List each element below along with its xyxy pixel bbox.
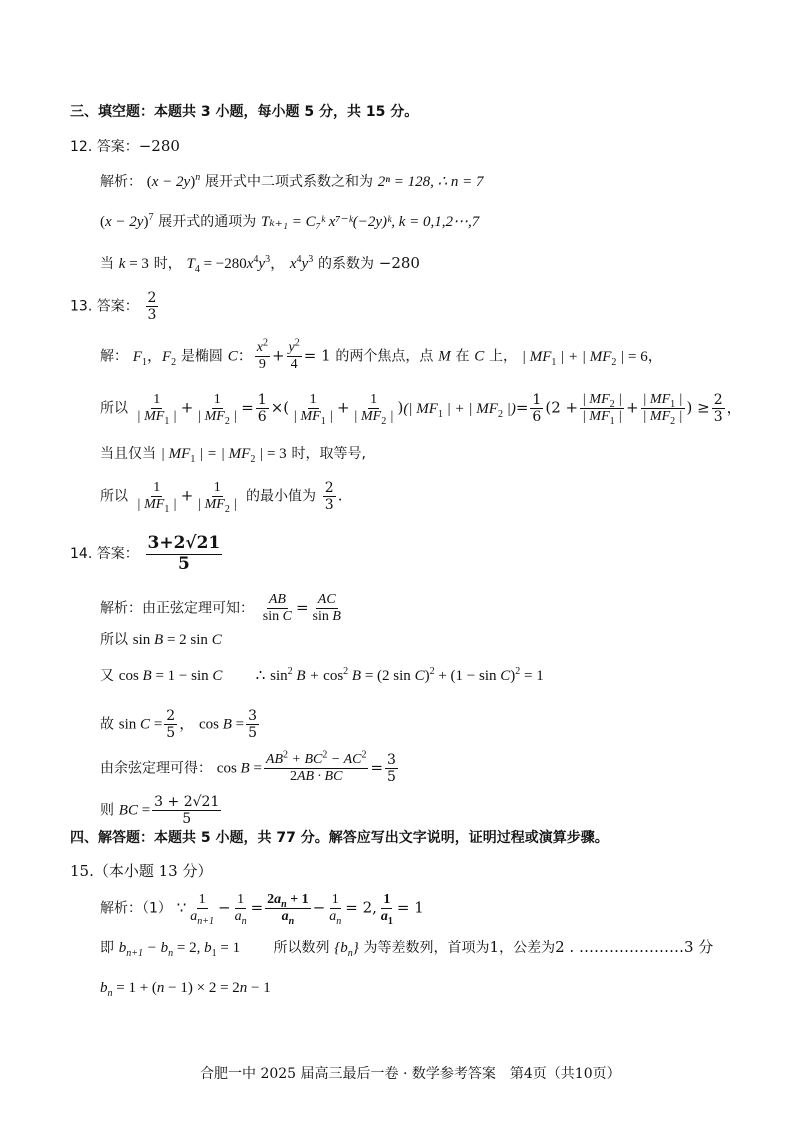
q13-answer-line — [70, 290, 160, 323]
q13-text-4a: 所以 — [100, 488, 128, 505]
q13-text-1d: 在 — [455, 348, 470, 365]
q14-text-5: 由余弦定理可得： — [100, 760, 212, 777]
q15-text-2d: ，公差为 — [499, 940, 556, 956]
section-heading-solutions: 四、解答题：本题共 5 小题，共 77 分。解答应写出文字说明，证明过程或演算步骤。 — [70, 830, 609, 846]
q15-explanation-line-2: 即 $b_{n+1} - b_n = 2$, $b_1 = 1$ 所以数列 $\{b_n\}$ 为等差数列，首项为1，公差为2 . …………………3 分 — [100, 938, 714, 959]
q12-text-1: 展开式中二项式系数之和为 — [205, 174, 373, 190]
q13-text-1e: 上， — [489, 348, 518, 365]
q15-explanation-line-1: 解析：（1） ∵ $\frac{1}{a_{n+1}}$ − $\frac{1}{a_n}$ = $\frac{2a_n + 1}{a_n}$ − $\frac{1}{a_n}$ = 2, $\frac{1}{a_1}$ = 1 — [100, 892, 424, 927]
q14-explanation-line-6: 则 BC = $\frac{3 + 2√21}{5}$ — [100, 794, 220, 828]
q12-equation-2: Tₖ₊₁ = C₇ᵏ x⁷⁻ᵏ(−2y)ᵏ, k = 0,1,2⋯,7 — [261, 214, 480, 230]
q14-text-6: 则 — [100, 802, 114, 819]
q14-text-1: 解析：由正弦定理可知： — [100, 600, 254, 617]
q13-text-1a: 解： — [100, 348, 128, 365]
q12-equation-1: 2ⁿ = 128, ∴ n = 7 — [377, 174, 484, 190]
q15-score-mark: …………………3 分 — [578, 938, 714, 956]
q15-text-2c: 为等差数列，首项为 — [363, 940, 490, 956]
q13-text-4b: 的最小值为 — [245, 488, 316, 505]
page-footer: 合肥一中 2025 届高三最后一卷 · 数学参考答案 第4页（共10页） — [200, 1066, 621, 1082]
q12-coefficient: −280 — [378, 254, 420, 272]
q12-text-3b: 时， — [153, 256, 182, 272]
q14-explanation-line-2: 所以 sin B = 2 sin C — [100, 632, 222, 648]
explanation-prefix: 解析： — [100, 174, 142, 190]
q14-explanation-line-4: 故 sin C = $\frac{2}{5}$ ， cos B = $\frac{3}{5}$ — [100, 708, 258, 742]
q14-label: 14. 答案： — [70, 546, 139, 563]
q14-explanation-line-1: 解析：由正弦定理可知： $\frac{AB}{\text{sin C}}$ = $\frac{AC}{\text{sin B}}$ — [100, 592, 341, 625]
q14-text-3: 又 — [100, 668, 114, 684]
q13-text-1b: 是椭圆 — [180, 348, 223, 365]
q13-text-2a: 所以 — [100, 400, 128, 417]
q12-label: 12. 答案： — [70, 139, 139, 155]
q12-text-3a: 当 — [100, 256, 114, 272]
q14-text-2: 所以 — [100, 632, 128, 648]
q12-answer: −280 — [138, 137, 180, 155]
section-heading-fill-in: 三、填空题：本题共 3 小题，每小题 5 分，共 15 分。 — [70, 104, 419, 120]
q13-explanation-line-2: 所以 $\frac{1}{| MF_1 |}$ + $\frac{1}{| MF_2 |}$ = $\frac{1}{6}$ ×( $\frac{1}{| MF_1 |}$ + $\frac{1}{| MF_2 |}$ )(| $MF_1$ | + | $MF_2$ |)= $\frac{1}{6}$ (2 + $\frac{| MF_2 |}{| MF_1 |}$ + $\frac{| MF_1 |}{| MF_2 |}$ ) ≥ $\frac{2}{3}$ ， — [100, 392, 742, 427]
q12-explanation-line-1: 解析： $(x - 2y)^n$ 展开式中二项式系数之和为 2ⁿ = 128, ∴ n = 7 — [100, 172, 484, 190]
q13-explanation-line-3: 当且仅当 | $MF_1$ | = | $MF_2$ | = 3 时，取等号, — [100, 446, 366, 465]
q15-explanation-line-3: $b_n = 1 + (n - 1) \times 2 = 2n - 1$ — [100, 980, 271, 999]
q14-answer-line — [70, 534, 224, 574]
q12-explanation-line-2: $(x - 2y)^7$ 展开式的通项为 Tₖ₊₁ = C₇ᵏ x⁷⁻ᵏ(−2y)ᵏ, k = 0,1,2⋯,7 — [100, 212, 480, 230]
q14-explanation-line-3: 又 cos B = 1 − sin C ∴ $\sin^2 B + \cos^2 B = (2$ $\sin C)^2 + (1 - \sin C)^2 = 1$ — [100, 666, 544, 684]
q13-label: 13. 答案： — [70, 298, 139, 315]
q13-explanation-line-1: 解： $F_1$，$F_2$ 是椭圆 C： $\frac{x^2}{9}$ + $\frac{y^2}{4}$ = 1 的两个焦点，点 M 在 C 上， | $MF_1$ | + | $MF_2$ | = 6， — [100, 337, 663, 373]
q14-explanation-line-5: 由余弦定理可得： cos B = $\frac{AB^2 + BC^2 - AC^2}{2AB \cdot BC}$ = $\frac{3}{5}$ — [100, 749, 396, 786]
q12-text-3c: 的系数为 — [318, 256, 374, 272]
q14-text-4: 故 — [100, 716, 114, 733]
q13-text-1c: 的两个焦点，点 — [335, 348, 434, 365]
q13-text-3a: 当且仅当 — [100, 446, 156, 462]
q12-answer-line — [70, 137, 180, 156]
q12-explanation-line-3: 当 k = 3 时， $T_4 = -280x^4y^3$， $x^4y^3$ 的系数为 −280 — [100, 254, 420, 275]
q15-text-1: 解析：（1） — [100, 900, 172, 917]
q15-title: 15.（本小题 13 分） — [70, 862, 213, 880]
q13-explanation-line-4: 所以 $\frac{1}{| MF_1 |}$ + $\frac{1}{| MF_2 |}$ 的最小值为 $\frac{2}{3}$ . — [100, 480, 343, 515]
q13-answer-fraction: $\frac{2}{3}$ — [147, 290, 157, 324]
q15-text-2b: 所以数列 — [273, 940, 330, 956]
q13-text-3b: 时，取等号, — [291, 446, 366, 462]
q14-answer-fraction: $\frac{3+2√21}{5}$ — [147, 533, 221, 574]
q12-text-2: 展开式的通项为 — [158, 214, 257, 230]
q15-text-2a: 即 — [100, 940, 114, 956]
